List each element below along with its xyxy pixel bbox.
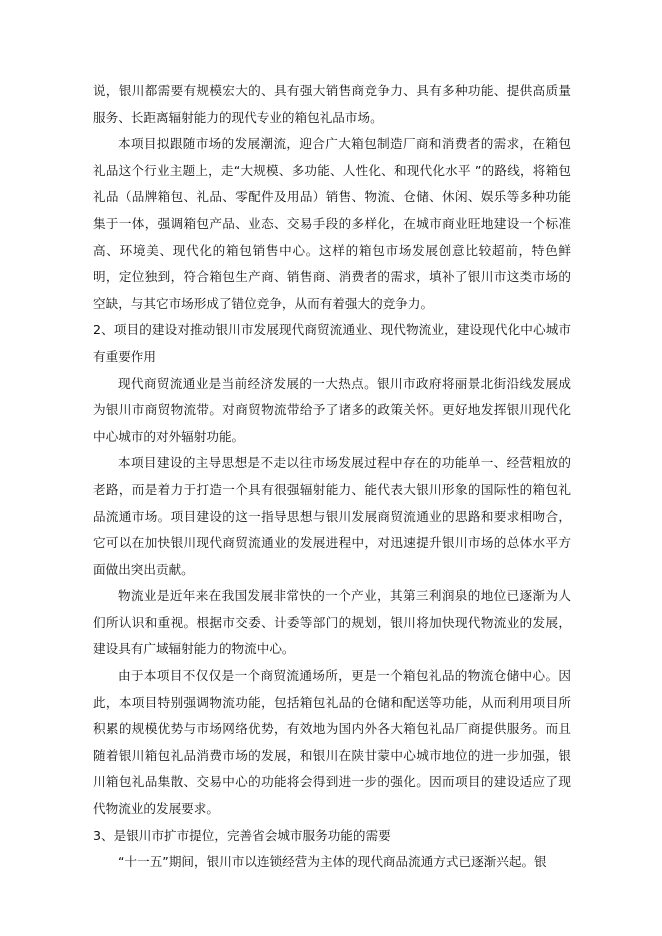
section-heading-3: 3、是银川市扩市提位，完善省会城市服务功能的需要 xyxy=(93,827,391,843)
paragraph-logistics-industry: 物流业是近年来在我国发展非常快的一个产业，其第三利润泉的地位已逐渐为人们所认识和重视。根据市交委、计委等部门的规划，银川将加快现代物流业的发展，建设具有广域辐射能力的物流中心。 xyxy=(93,588,571,657)
paragraph-modern-commerce: 现代商贸流通业是当前经济发展的一大热点。银川市政府将丽景北街沿线发展成为银川市商贸物流带。对商贸物流带给予了诸多的政策关怀。更好地发挥银川现代化中心城市的对外辐射功能。 xyxy=(93,375,571,444)
document-body xyxy=(93,78,571,876)
paragraph-eleventh-five-year: “十一五”期间，银川市以连锁经营为主体的现代商品流通方式已逐渐兴起。银 xyxy=(118,854,547,870)
section-heading-2: 2、项目的建设对推动银川市发展现代商贸流通业、现代物流业，建设现代化中心城市有重要作用 xyxy=(93,322,571,364)
paragraph-project-positioning: 本项目拟跟随市场的发展潮流，迎合广大箱包制造厂商和消费者的需求，在箱包礼品这个行业主题上，走“大规模、多功能、人性化、和现代化水平 ”的路线，将箱包礼品（品牌箱包、礼品、零配件及用品）销售、物流、仓储、休闲、娱乐等多种功能集于一体，强调箱包产品、业态、交易手段的多样化，在城市商业旺地建设一个标准高、环境美、现代化的箱包销售中心。这样的箱包市场发展创意比较超前，特色鲜明，定位独到，符合箱包生产商、销售商、消费者的需求，填补了银川市这类市场的空缺，与其它市场形成了错位竞争，从而有着强大的竞争力。 xyxy=(93,136,571,311)
paragraph-logistics-center: 由于本项目不仅仅是一个商贸流通场所，更是一个箱包礼品的物流仓储中心。因此，本项目特别强调物流功能，包括箱包礼品的仓储和配送等功能，从而利用项目所积累的规模优势与市场网络优势，有效地为国内外各大箱包礼品厂商提供服务。而且随着银川箱包礼品消费市场的发展，和银川在陕甘蒙中心城市地位的进一步加强，银川箱包礼品集散、交易中心的功能将会得到进一步的强化。因而项目的建设适应了现代物流业的发展要求。 xyxy=(93,668,571,817)
paragraph-guiding-idea: 本项目建设的主导思想是不走以往市场发展过程中存在的功能单一、经营粗放的老路，而是着力于打造一个具有很强辐射能力、能代表大银川形象的国际性的箱包礼品流通市场。项目建设的这一指导思想与银川发展商贸流通业的思路和要求相吻合，它可以在加快银川现代商贸流通业的发展进程中，对迅速提升银川市场的总体水平方面做出突出贡献。 xyxy=(93,455,571,577)
paragraph-continuation: 说，银川都需要有规模宏大的、具有强大销售商竞争力、具有多种功能、提供高质量服务、长距离辐射能力的现代专业的箱包礼品市场。 xyxy=(93,83,571,125)
